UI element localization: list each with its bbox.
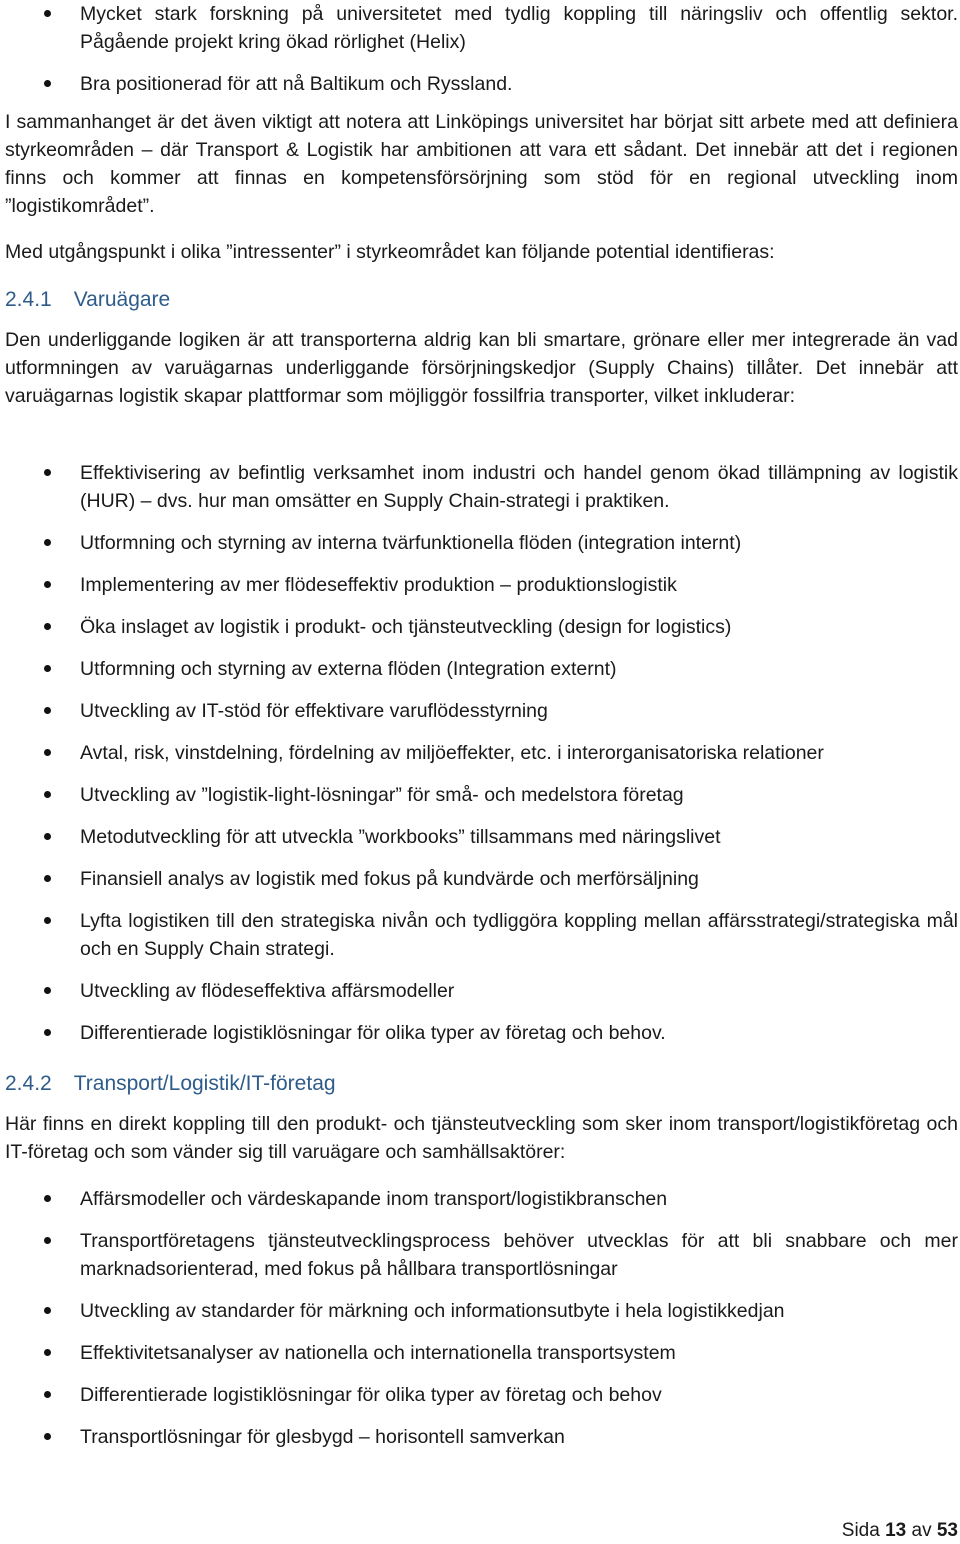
intro-paragraph: Med utgångspunkt i olika ”intressenter” i styrkeområdet kan följande potential identifieras:: [5, 241, 775, 263]
list-item-text: Lyfta logistiken till den strategiska nivån och tydliggöra koppling mellan affärsstrategi/strategiska mål och en Supply Chain strategi.: [80, 910, 958, 960]
bullet-icon: [44, 1391, 51, 1398]
bullet-icon: [44, 917, 51, 924]
list-item: [0, 907, 960, 963]
list-item-text: Avtal, risk, vinstdelning, fördelning av miljöeffekter, etc. i interorganisatoriska relationer: [80, 742, 824, 764]
bullet-icon: [44, 1307, 51, 1314]
bullet-icon: [44, 1195, 51, 1202]
section-number: 2.4.2: [5, 1072, 52, 1095]
bullet-icon: [44, 469, 51, 476]
section-title: Transport/Logistik/IT-företag: [73, 1072, 336, 1095]
list-item: [0, 1227, 960, 1283]
list-item: [0, 739, 960, 767]
list-item: [0, 459, 960, 515]
section1-bullet-list: [0, 459, 960, 1047]
list-item: [0, 823, 960, 851]
section-heading: [0, 285, 170, 315]
intro-paragraph: I sammanhanget är det även viktigt att notera att Linköpings universitet har börjat sitt arbete med att definiera styrkeområden – där Transport & Logistik har ambitionen att vara ett sådant. Det innebär att det i regionen finns och kommer att finnas en kompetensförsörjning som stöd för en regional utveckling inom ”logistikområdet”.: [5, 111, 958, 217]
list-item: [0, 1339, 960, 1367]
list-item: [0, 70, 960, 98]
list-item-text: Metodutveckling för att utveckla ”workbooks” tillsammans med näringslivet: [80, 826, 721, 848]
list-item-text: Öka inslaget av logistik i produkt- och tjänsteutveckling (design for logistics): [80, 616, 732, 638]
section-paragraph: Den underliggande logiken är att transporterna aldrig kan bli smartare, grönare eller mer integrerade än vad utformningen av varuägarnas underliggande försörjningskedjor (Supply Chains) tillåter. Det innebär att varuägarnas logistik skapar plattformar som möjliggör fossilfria transporter, vilket inkluderar:: [5, 329, 958, 407]
list-item: [0, 1297, 960, 1325]
bullet-icon: [44, 1349, 51, 1356]
list-item-text: Transportföretagens tjänsteutvecklingsprocess behöver utvecklas för att bli snabbare och mer marknadsorienterad, med fokus på hållbara transportlösningar: [80, 1230, 958, 1280]
list-item: [0, 1019, 960, 1047]
section-title: Varuägare: [73, 288, 171, 311]
bullet-icon: [44, 539, 51, 546]
bullet-icon: [44, 791, 51, 798]
list-item-text: Utveckling av flödeseffektiva affärsmodeller: [80, 980, 455, 1002]
list-item-text: Differentierade logistiklösningar för olika typer av företag och behov: [80, 1384, 662, 1406]
bullet-icon: [44, 987, 51, 994]
bullet-icon: [44, 749, 51, 756]
list-item-text: Utveckling av standarder för märkning och informationsutbyte i hela logistikkedjan: [80, 1300, 785, 1322]
section-heading: [0, 1069, 336, 1099]
bullet-icon: [44, 1029, 51, 1036]
list-item: [0, 977, 960, 1005]
list-item-text: Mycket stark forskning på universitetet med tydlig koppling till näringsliv och offentlig sektor. Pågående projekt kring ökad rörlighet (Helix): [80, 3, 958, 53]
bullet-icon: [44, 707, 51, 714]
list-item-text: Affärsmodeller och värdeskapande inom transport/logistikbranschen: [80, 1188, 668, 1210]
footer-total-pages: 53: [936, 1520, 958, 1541]
footer-prefix: Sida: [841, 1520, 880, 1541]
list-item-text: Differentierade logistiklösningar för olika typer av företag och behov.: [80, 1022, 666, 1044]
list-item: [0, 571, 960, 599]
list-item: [0, 0, 960, 56]
list-item: [0, 1423, 960, 1451]
list-item: [0, 529, 960, 557]
list-item-text: Utformning och styrning av externa flöden (Integration externt): [80, 658, 617, 680]
list-item-text: Bra positionerad för att nå Baltikum och Ryssland.: [80, 73, 513, 95]
list-item-text: Effektivitetsanalyser av nationella och internationella transportsystem: [80, 1342, 676, 1364]
list-item-text: Implementering av mer flödeseffektiv produktion – produktionslogistik: [80, 574, 677, 596]
bullet-icon: [44, 10, 51, 17]
list-item-text: Utveckling av ”logistik-light-lösningar” för små- och medelstora företag: [80, 784, 684, 806]
list-item: [0, 613, 960, 641]
bullet-icon: [44, 623, 51, 630]
list-item: [0, 1185, 960, 1213]
bullet-icon: [44, 80, 51, 87]
list-item-text: Utveckling av IT-stöd för effektivare varuflödesstyrning: [80, 700, 548, 722]
bullet-icon: [44, 833, 51, 840]
section-paragraph: Här finns en direkt koppling till den produkt- och tjänsteutveckling som sker inom transport/logistikföretag och IT-företag och som vänder sig till varuägare och samhällsaktörer:: [5, 1113, 958, 1163]
bullet-icon: [44, 581, 51, 588]
list-item-text: Transportlösningar för glesbygd – horisontell samverkan: [80, 1426, 565, 1448]
list-item: [0, 697, 960, 725]
list-item: [0, 1381, 960, 1409]
list-item: [0, 655, 960, 683]
bullet-icon: [44, 1433, 51, 1440]
bullet-icon: [44, 875, 51, 882]
footer-page-number: 13: [885, 1520, 907, 1541]
top-bullet-list: [0, 0, 960, 98]
list-item: [0, 865, 960, 893]
section-number: 2.4.1: [5, 288, 52, 311]
list-item-text: Finansiell analys av logistik med fokus på kundvärde och merförsäljning: [80, 868, 699, 890]
list-item-text: Utformning och styrning av interna tvärfunktionella flöden (integration internt): [80, 532, 742, 554]
footer-middle: av: [911, 1520, 932, 1541]
bullet-icon: [44, 665, 51, 672]
bullet-icon: [44, 1237, 51, 1244]
list-item-text: Effektivisering av befintlig verksamhet inom industri och handel genom ökad tillämpning av logistik (HUR) – dvs. hur man omsätter en Supply Chain-strategi i praktiken.: [80, 462, 958, 512]
section2-bullet-list: [0, 1185, 960, 1451]
list-item: [0, 781, 960, 809]
page-footer: [842, 1518, 958, 1544]
